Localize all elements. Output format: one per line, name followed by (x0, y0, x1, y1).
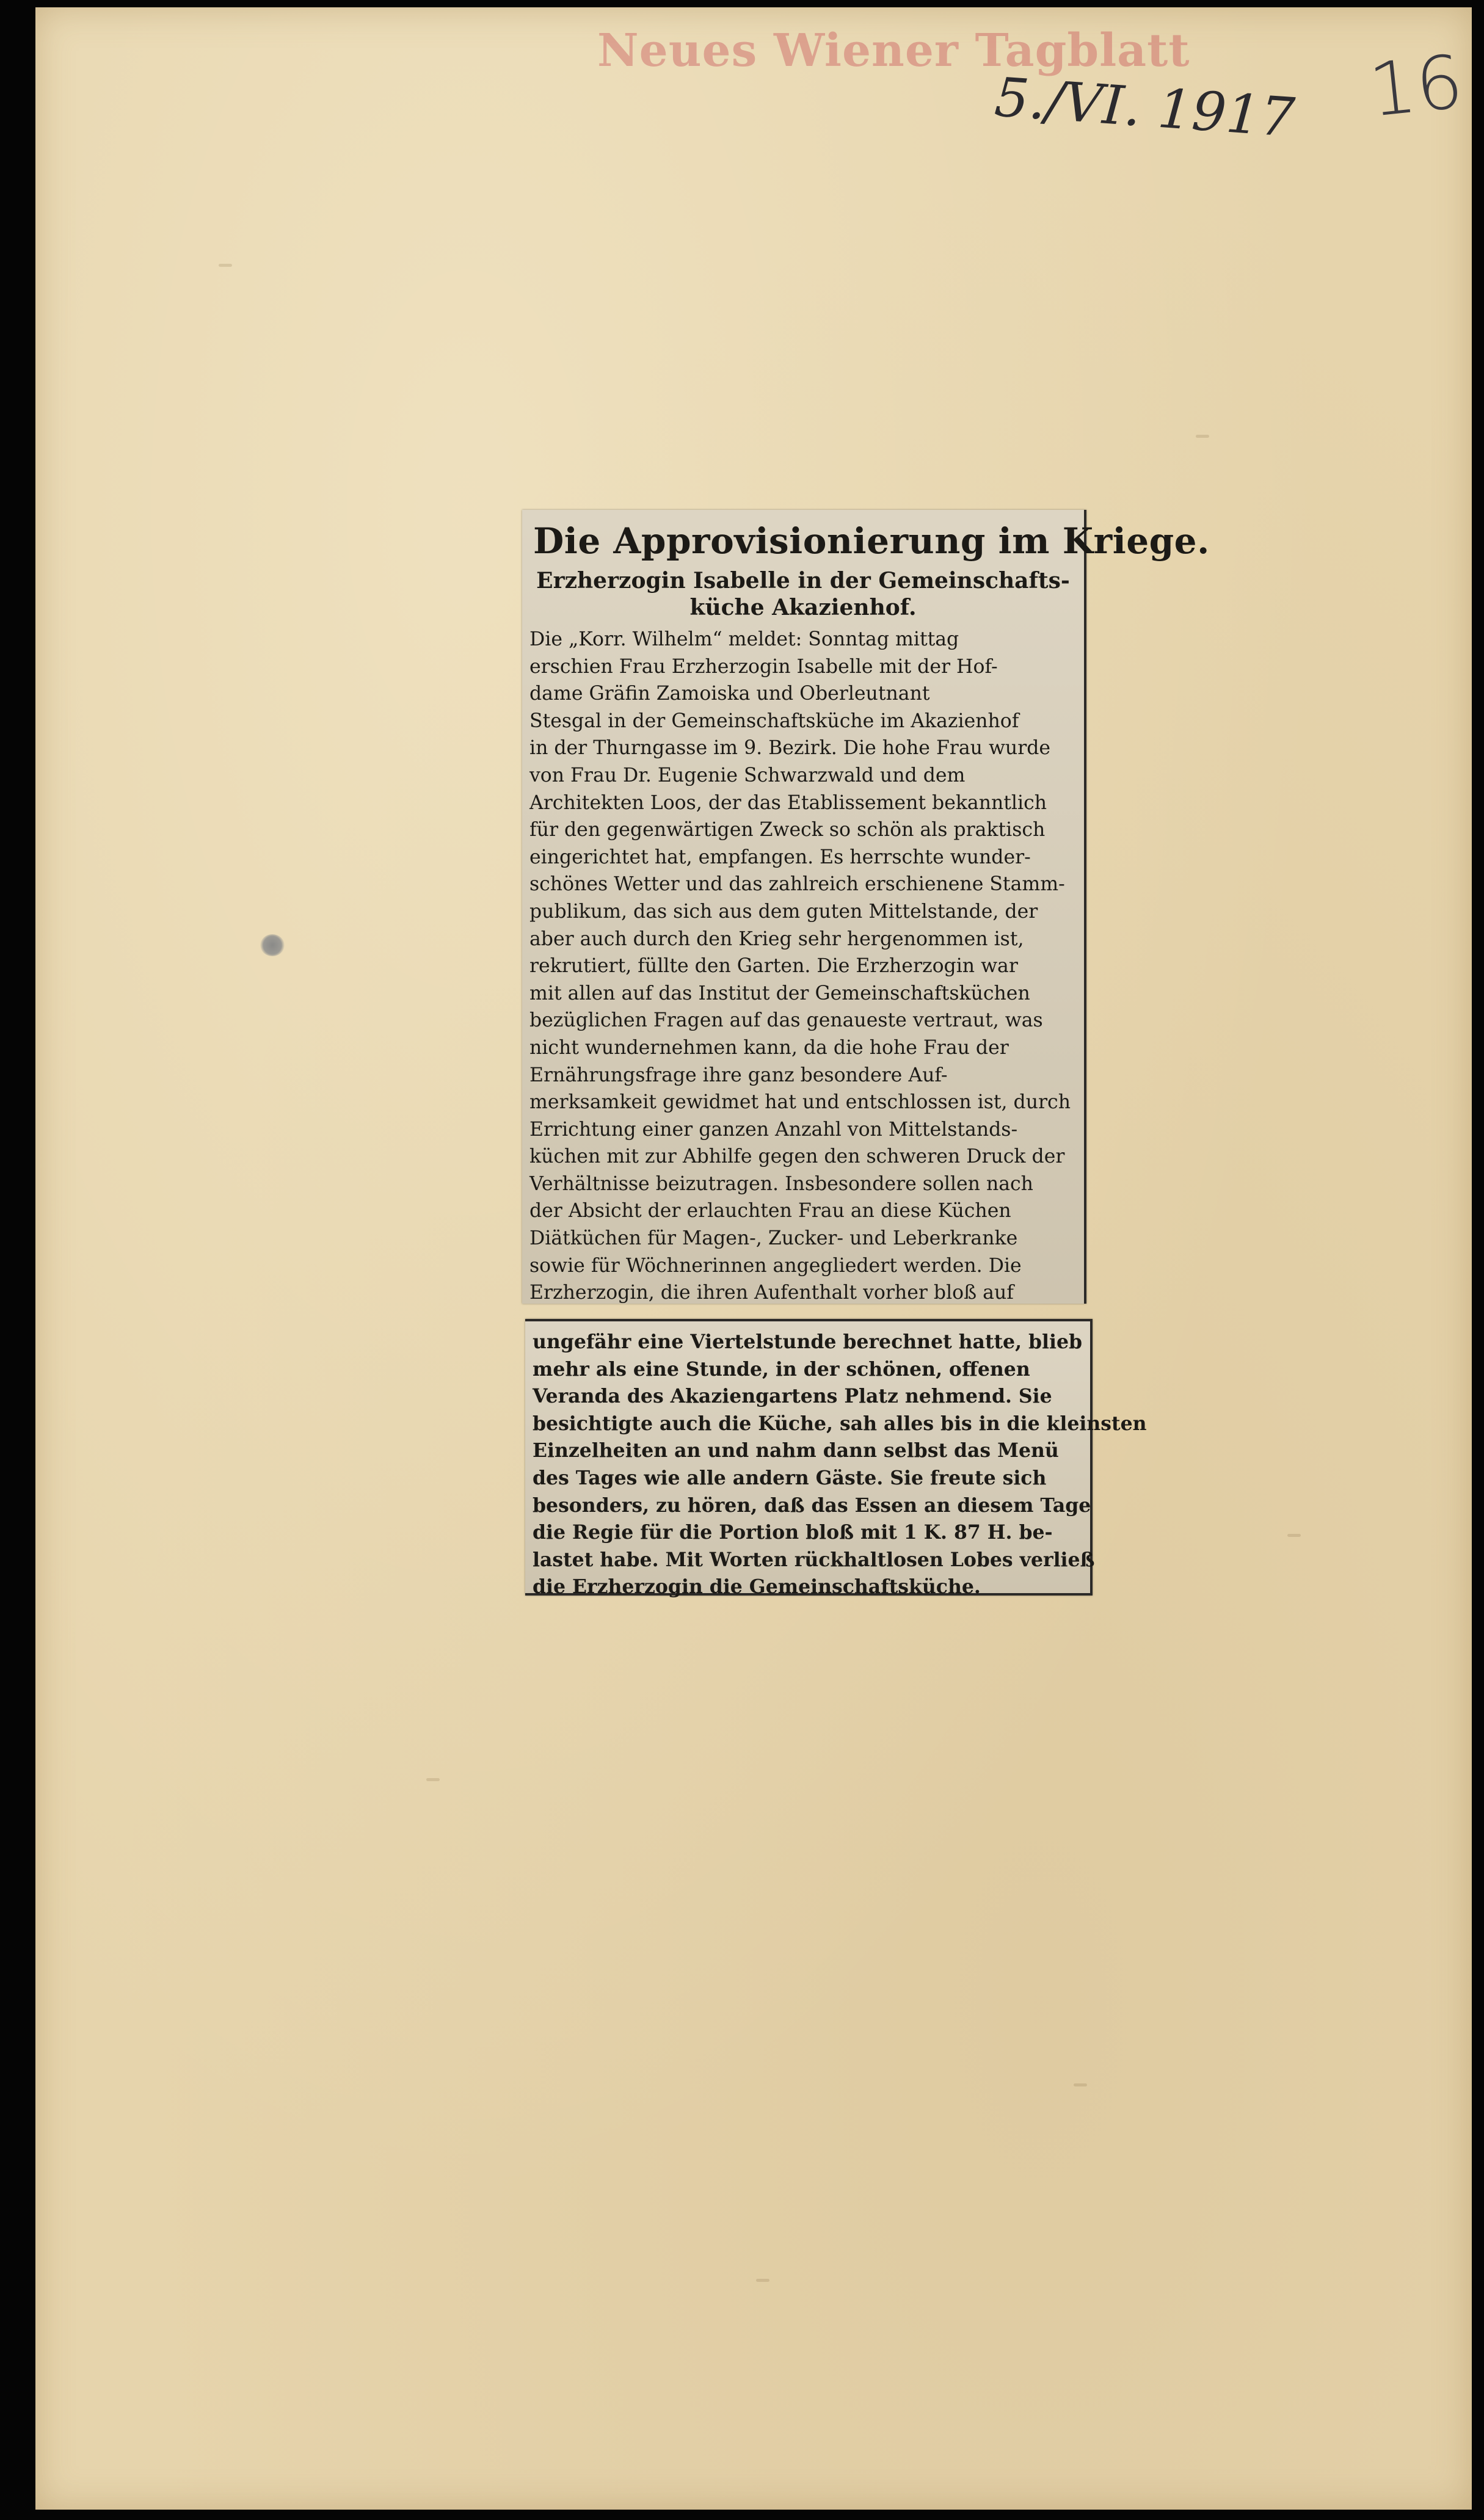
newspaper-clipping-continuation (525, 1319, 1147, 1599)
handwritten-date: 5./VI. 1917 (992, 65, 1297, 150)
newspaper-clipping-main (522, 510, 1210, 1304)
article-line: erschien Frau Erzherzogin Isabelle mit der Hof- (529, 655, 998, 678)
article-headline: Die Approvisionierung im Kriege. (533, 520, 1210, 562)
article-line: küchen mit zur Abhilfe gegen den schweren Druck der (529, 1146, 1065, 1168)
article-line: dame Gräfin Zamoiska und Oberleutnant (529, 683, 930, 705)
article-line: aber auch durch den Krieg sehr hergenommen ist, (529, 928, 1024, 950)
article-line: die Erzherzogin die Gemeinschaftsküche. (533, 1575, 981, 1599)
article-line: nicht wundernehmen kann, da die hohe Frau der (529, 1036, 1009, 1059)
paper-fleck (426, 1778, 440, 1781)
article-line: Die „Korr. Wilhelm“ meldet: Sonntag mittag (529, 628, 959, 650)
article-line: in der Thurngasse im 9. Bezirk. Die hohe Frau wurde (529, 737, 1051, 760)
article-line: mehr als eine Stunde, in der schönen, offenen (533, 1357, 1030, 1381)
paper-stain (260, 934, 285, 956)
article-line: bezüglichen Fragen auf das genaueste vertraut, was (529, 1009, 1043, 1032)
article-line: eingerichtet hat, empfangen. Es herrschte wunder- (529, 846, 1031, 868)
page-number: 16 (1365, 39, 1467, 134)
article-line: besonders, zu hören, daß das Essen an diesem Tage (533, 1494, 1091, 1517)
article-line: Diätküchen für Magen-, Zucker- und Leberkranke (529, 1227, 1018, 1250)
article-line: Architekten Loos, der das Etablissement bekanntlich (529, 791, 1047, 814)
article-subheadline: Erzherzogin Isabelle in der Gemeinschafts-küche Akazienhof. (536, 568, 1070, 620)
article-line: Verhältnisse beizutragen. Insbesondere sollen nach (529, 1172, 1033, 1195)
article-line: für den gegenwärtigen Zweck so schön als praktisch (529, 819, 1046, 841)
article-line: Ernährungsfrage ihre ganz besondere Auf- (529, 1064, 948, 1086)
article-line: rekrutiert, füllte den Garten. Die Erzherzogin war (529, 955, 1018, 978)
newspaper-source-stamp: Neues Wiener Tagblatt (597, 24, 1190, 77)
article-line: sowie für Wöchnerinnen angegliedert werden. Die (529, 1254, 1022, 1277)
article-line: der Absicht der erlauchten Frau an diese Küchen (529, 1200, 1011, 1222)
article-line: schönes Wetter und das zahlreich erschienene Stamm- (529, 873, 1065, 896)
article-line: merksamkeit gewidmet hat und entschlossen ist, durch (529, 1091, 1071, 1114)
article-body (529, 626, 1077, 1307)
article-line: besichtigte auch die Küche, sah alles bis in die kleinsten (533, 1412, 1147, 1435)
paper-fleck (756, 2279, 769, 2282)
article-line: Stesgal in der Gemeinschaftsküche im Akazienhof (529, 710, 1019, 732)
article-line: die Regie für die Portion bloß mit 1 K. 87 H. be- (533, 1521, 1053, 1544)
paper-fleck (219, 264, 232, 267)
article-line: mit allen auf das Institut der Gemeinschaftsküchen (529, 982, 1030, 1004)
article-line: ungefähr eine Viertelstunde berechnet hatte, blieb (533, 1331, 1083, 1353)
article-line: Errichtung einer ganzen Anzahl von Mittelstands- (529, 1118, 1018, 1141)
article-line: des Tages wie alle andern Gäste. Sie freute sich (533, 1466, 1047, 1489)
article-line: Veranda des Akaziengartens Platz nehmend. Sie (533, 1385, 1052, 1408)
article-line: publikum, das sich aus dem guten Mittelstande, der (529, 900, 1038, 923)
article-line: lastet habe. Mit Worten rückhaltlosen Lobes verließ (533, 1548, 1095, 1571)
article-line: von Frau Dr. Eugenie Schwarzwald und dem (529, 764, 966, 786)
paper-fleck (1287, 1534, 1301, 1537)
paper-fleck (1074, 2083, 1087, 2086)
article-body-continued (533, 1329, 1147, 1601)
article-line: Erzherzogin, die ihren Aufenthalt vorher bloß auf (529, 1282, 1014, 1304)
article-line: Einzelheiten an und nahm dann selbst das Menü (533, 1439, 1059, 1462)
paper-fleck (1196, 435, 1209, 438)
